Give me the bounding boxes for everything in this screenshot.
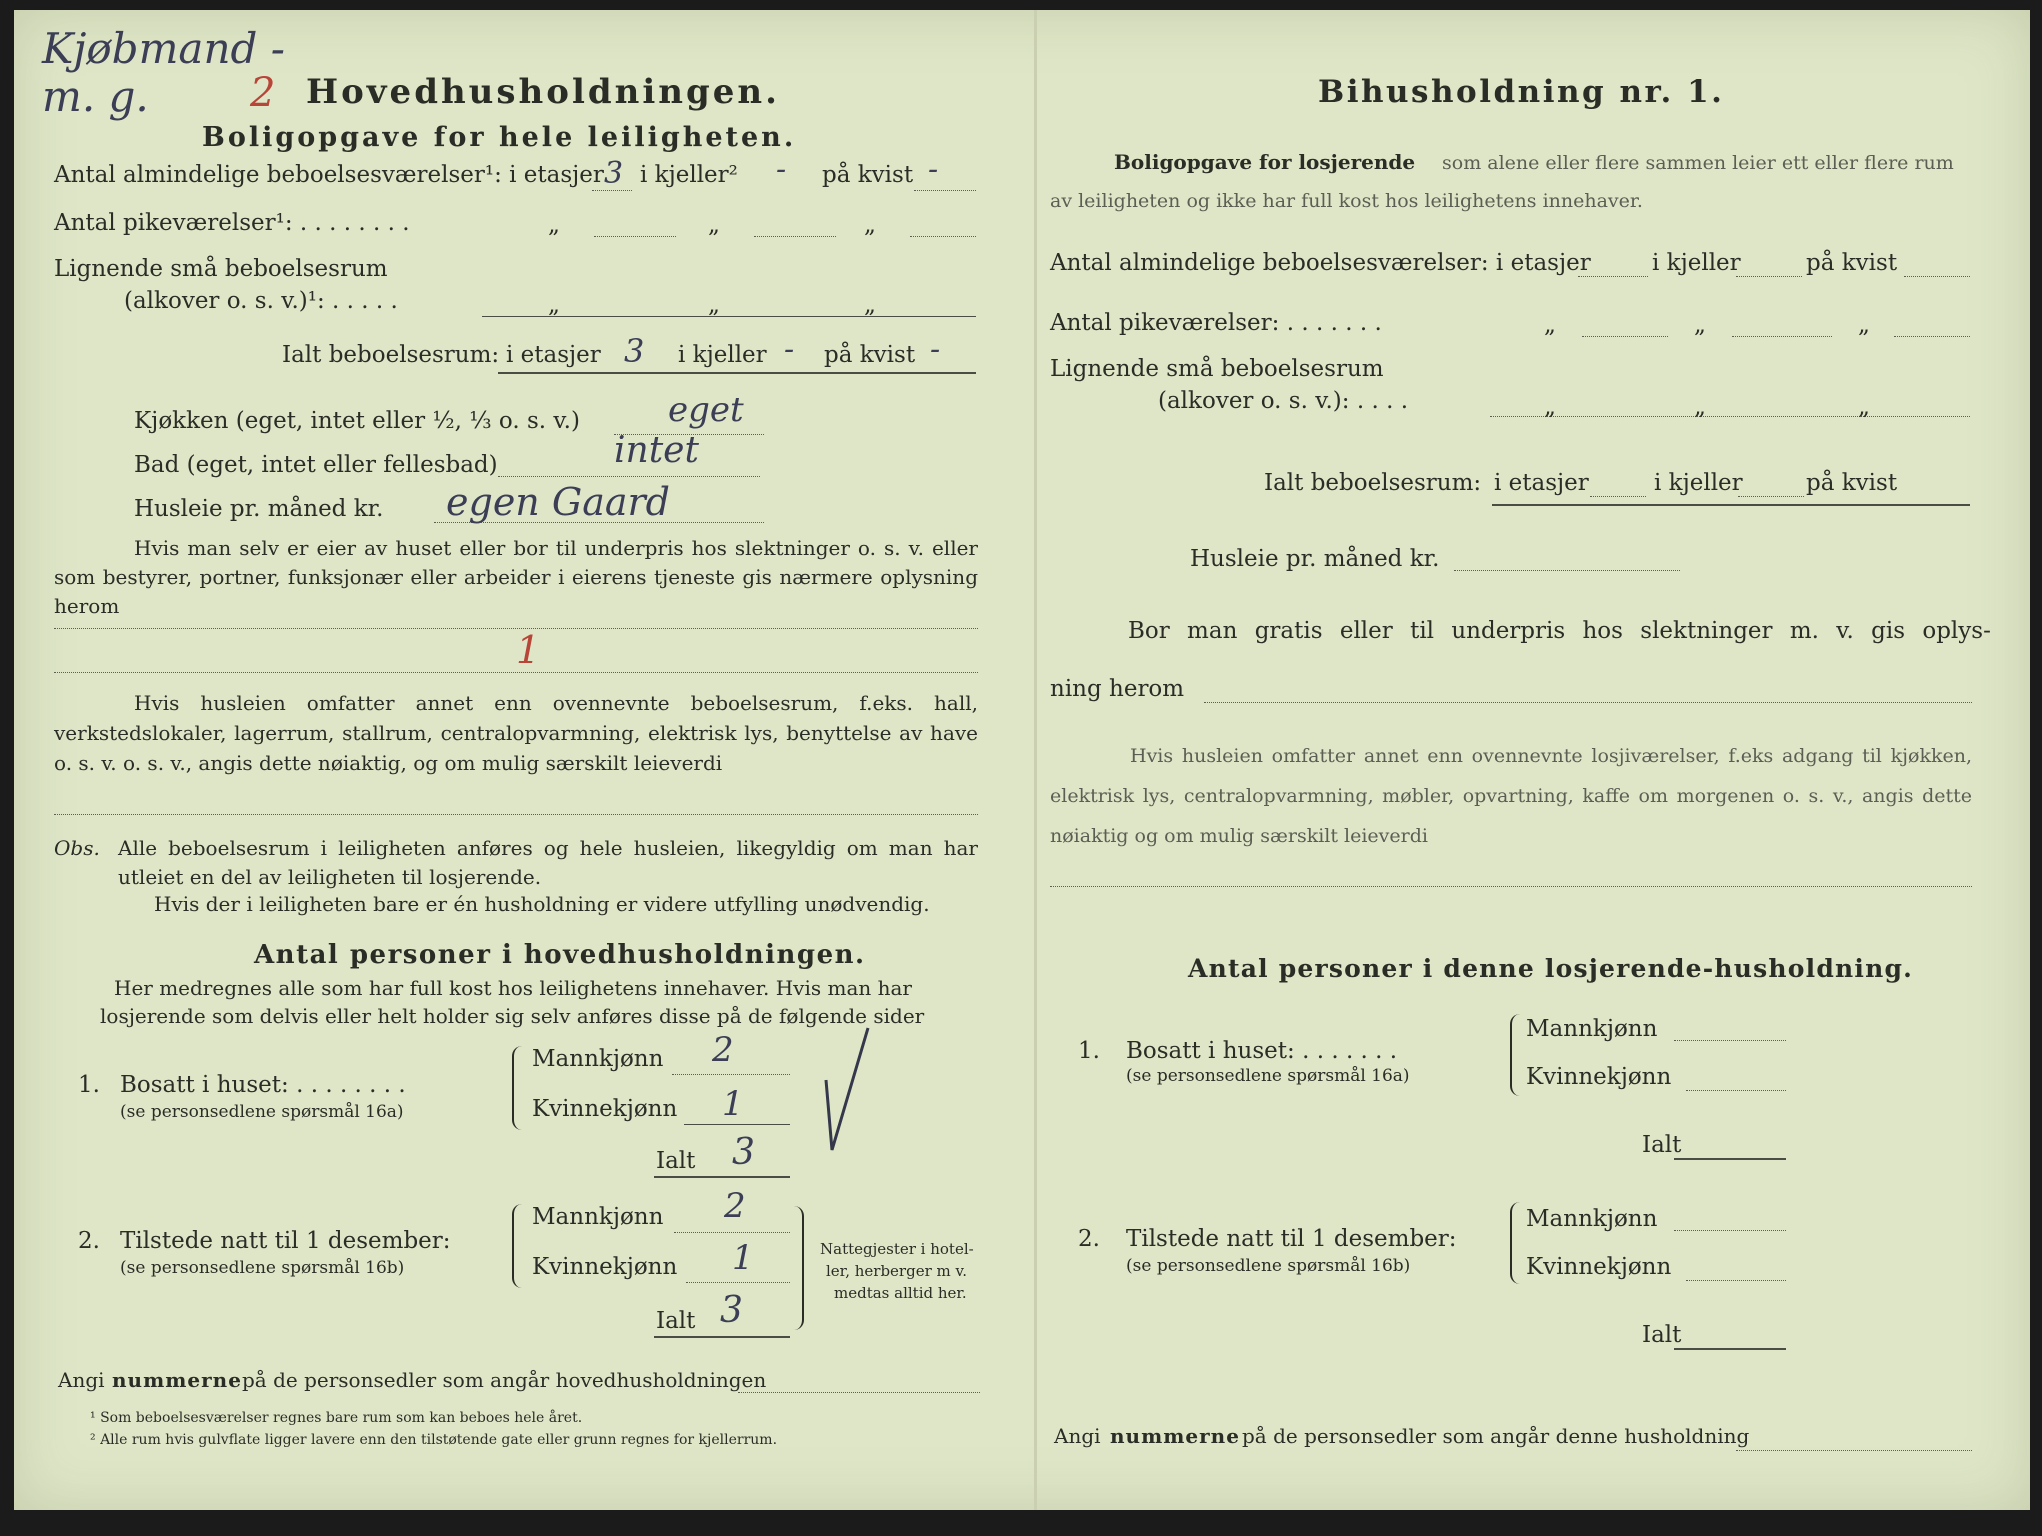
r-q1-male-line <box>1674 1040 1786 1041</box>
obs-text: Alle beboelsesrum i leiligheten anføres og hele husleien, likegyldig om man har utleiet en del av leiligheten til losjerende. <box>118 836 978 889</box>
total-rooms-kvist-label: på kvist <box>824 342 916 368</box>
r-q1-male-label: Mannkjønn <box>1526 1016 1658 1042</box>
bath-label: Bad (eget, intet eller fellesbad) <box>134 452 498 478</box>
q2-brace <box>512 1204 526 1288</box>
red-mark: 1 <box>516 628 541 672</box>
maid-rooms-line-1 <box>594 236 676 237</box>
total-rooms-kvist-value: - <box>930 332 941 367</box>
r-q1-label: Bosatt i huset: . . . . . . . <box>1126 1038 1398 1064</box>
page-fold <box>1034 10 1037 1510</box>
r-maid-ditto-3: „ <box>1858 312 1870 338</box>
q1-total-line <box>654 1176 790 1178</box>
kitchen-label: Kjøkken (eget, intet eller ½, ⅓ o. s. v.) <box>134 408 580 434</box>
r-q2-male-line <box>1674 1230 1786 1231</box>
q1-sub: (se personsedlene spørsmål 16a) <box>120 1102 404 1122</box>
small-rooms-ditto-1: „ <box>548 292 560 318</box>
total-rooms-etasjer-value: 3 <box>624 332 645 370</box>
ordinary-rooms-kjeller-value: - <box>776 152 787 187</box>
obs-label: Obs. <box>54 836 100 860</box>
lodgers-intro-c: av leiligheten og ikke har full kost hos leilighetens innehaver. <box>1050 190 1643 212</box>
r-small-ditto-3: „ <box>1858 394 1870 420</box>
persons-text-2: losjerende som delvis eller helt holder sig selv anføres disse på de følgende sider <box>100 1004 925 1028</box>
r-total-kvist-label: på kvist <box>1806 470 1898 496</box>
small-rooms-ditto-3: „ <box>864 292 876 318</box>
handwritten-occupation: Kjøbmand - <box>42 24 285 73</box>
persons-title: Antal personer i hovedhusholdningen. <box>254 940 866 970</box>
footnote-2: ² Alle rum hvis gulvflate ligger lavere enn den tilstøtende gate eller grunn regnes for kjellerrum. <box>90 1432 778 1448</box>
night-guests-line-3: medtas alltid her. <box>834 1284 967 1302</box>
small-rooms-label-b: (alkover o. s. v.)¹: . . . . . <box>124 288 398 314</box>
r-maid-line-1 <box>1582 336 1668 337</box>
total-rooms-etasjer-label: i etasjer <box>506 342 601 368</box>
r-maid-ditto-2: „ <box>1694 312 1706 338</box>
main-household-subtitle: Boligopgave for hele leiligheten. <box>202 122 797 153</box>
q1-brace <box>512 1046 526 1130</box>
lodgers-intro-b: som alene eller flere sammen leier ett eller flere rum <box>1442 152 1954 174</box>
q2-right-brace <box>788 1206 804 1330</box>
q1-female-line <box>684 1124 790 1125</box>
bath-line <box>498 476 760 477</box>
r-q1-female-label: Kvinnekjønn <box>1526 1064 1672 1090</box>
r-kjeller-label: i kjeller <box>1652 250 1741 276</box>
maid-rooms-line-3 <box>910 236 976 237</box>
obs-text-2: Hvis der i leiligheten bare er én husholdning er videre utfylling unødvendig. <box>154 892 930 916</box>
kitchen-value: eget <box>668 390 744 430</box>
numbers-line <box>738 1392 980 1393</box>
ordinary-rooms-label: Antal almindelige beboelsesværelser¹: i etasjer <box>54 162 604 188</box>
numbers-label-b: nummerne <box>112 1368 242 1392</box>
r-maid-ditto-1: „ <box>1544 312 1556 338</box>
r-kvist-line <box>1904 276 1970 277</box>
r-rent-includes-line <box>1050 886 1972 887</box>
r-total-kjeller-line <box>1738 496 1804 497</box>
r-q2-total-label: Ialt <box>1642 1322 1682 1348</box>
r-q1-brace <box>1510 1014 1524 1096</box>
rent-label: Husleie pr. måned kr. <box>134 496 384 522</box>
census-form-sheet <box>14 10 2030 1510</box>
r-q1-female-line <box>1686 1090 1786 1091</box>
rent-includes-text: Hvis husleien omfatter annet enn ovennevnte beboelsesrum, f.eks. hall, verkstedslokaler, lagerrum, stallrum, centralopvarmning, elektrisk lys, benyttelse av have o. s. v. o. s. v., angis dette nøiaktig, og om mulig særskilt leieverdi <box>54 691 978 775</box>
r-numbers-label-c: på de personsedler som angår denne husholdning <box>1242 1424 1750 1448</box>
rent-includes-line <box>54 814 978 815</box>
owner-info-text: Hvis man selv er eier av huset eller bor til underpris hos slektninger o. s. v. eller som bestyrer, portner, funksjonær eller arbeider i eierens tjeneste gis nærmere oplysning herom <box>54 536 978 618</box>
q2-female-value: 1 <box>732 1238 754 1278</box>
check-mark-icon <box>818 1020 878 1160</box>
handwritten-household-number: 2 <box>250 70 276 116</box>
r-q1-sub: (se personsedlene spørsmål 16a) <box>1126 1066 1410 1086</box>
q1-female-value: 1 <box>722 1084 744 1124</box>
q2-sub: (se personsedlene spørsmål 16b) <box>120 1258 405 1278</box>
r-kjeller-line <box>1736 276 1802 277</box>
r-total-rooms-line <box>1492 504 1970 506</box>
total-rooms-line <box>498 372 976 374</box>
r-ordinary-rooms-label: Antal almindelige beboelsesværelser: i etasjer <box>1050 250 1591 276</box>
q2-female-line <box>686 1282 790 1283</box>
sub-household-title: Bihusholdning nr. 1. <box>1318 74 1725 110</box>
main-household-title: Hovedhusholdningen. <box>306 72 780 112</box>
total-rooms-kjeller-value: - <box>784 332 795 367</box>
q2-total-label: Ialt <box>656 1308 696 1334</box>
r-numbers-label-a: Angi <box>1054 1424 1101 1448</box>
handwritten-address: m. g. <box>42 72 149 121</box>
r-small-rooms-line <box>1490 416 1970 417</box>
owner-info-line-2 <box>54 672 978 673</box>
r-q2-female-line <box>1686 1280 1786 1281</box>
q2-label: Tilstede natt til 1 desember: <box>120 1228 451 1254</box>
q1-total-value: 3 <box>732 1132 755 1173</box>
q1-male-value: 2 <box>712 1030 734 1070</box>
r-total-kjeller-label: i kjeller <box>1654 470 1743 496</box>
q1-number: 1. <box>78 1072 100 1098</box>
q1-male-label: Mannkjønn <box>532 1046 664 1072</box>
r-rent-includes-text: Hvis husleien omfatter annet enn ovennevnte losjiværelser, f.eks adgang til kjøkken, elektrisk lys, centralopvarmning, møbler, opvartning, kaffe om morgenen o. s. v., angis dette nøiaktig og om mulig særskilt leieverdi <box>1050 745 1972 847</box>
r-q2-total-line <box>1674 1348 1786 1350</box>
r-total-etasjer-line <box>1590 496 1646 497</box>
r-etasjer-line <box>1578 276 1648 277</box>
bath-value: intet <box>614 430 699 471</box>
maid-rooms-ditto-2: „ <box>708 212 720 238</box>
q1-total-label: Ialt <box>656 1148 696 1174</box>
r-free-text-b: ning herom <box>1050 676 1185 702</box>
q2-total-line <box>654 1336 790 1338</box>
night-guests-line-2: ler, herberger m v. <box>826 1262 967 1280</box>
r-small-rooms-label-a: Lignende små beboelsesrum <box>1050 356 1384 382</box>
numbers-label-a: Angi <box>58 1368 105 1392</box>
ordinary-rooms-etasjer-value: 3 <box>604 156 624 191</box>
ordinary-rooms-kjeller-label: i kjeller² <box>640 162 738 188</box>
r-numbers-line <box>1736 1450 1972 1451</box>
q1-male-line <box>672 1074 790 1075</box>
maid-rooms-label: Antal pikeværelser¹: . . . . . . . . <box>54 210 410 236</box>
r-small-ditto-1: „ <box>1544 394 1556 420</box>
total-rooms-label: Ialt beboelsesrum: <box>282 342 500 368</box>
r-q1-total-label: Ialt <box>1642 1132 1682 1158</box>
night-guests-line-1: Nattegjester i hotel- <box>820 1240 974 1258</box>
lodgers-intro-a: Boligopgave for losjerende <box>1114 150 1416 174</box>
persons-text-1: Her medregnes alle som har full kost hos leilighetens innehaver. Hvis man har <box>114 976 912 1000</box>
r-small-rooms-label-b: (alkover o. s. v.): . . . . <box>1158 388 1409 414</box>
small-rooms-ditto-2: „ <box>708 292 720 318</box>
rent-value: egen Gaard <box>446 480 671 524</box>
r-q2-brace <box>1510 1202 1524 1284</box>
maid-rooms-ditto-3: „ <box>864 212 876 238</box>
q2-male-label: Mannkjønn <box>532 1204 664 1230</box>
r-q2-number: 2. <box>1078 1226 1100 1252</box>
r-q1-number: 1. <box>1078 1038 1100 1064</box>
r-free-line <box>1204 702 1972 703</box>
r-total-etasjer-label: i etasjer <box>1494 470 1589 496</box>
r-kvist-label: på kvist <box>1806 250 1898 276</box>
ordinary-rooms-kvist-value: - <box>928 152 939 187</box>
r-q2-female-label: Kvinnekjønn <box>1526 1254 1672 1280</box>
q2-number: 2. <box>78 1228 100 1254</box>
r-rent-label: Husleie pr. måned kr. <box>1190 546 1440 572</box>
q2-total-value: 3 <box>720 1290 743 1331</box>
r-maid-line-2 <box>1732 336 1832 337</box>
r-persons-title: Antal personer i denne losjerende-husholdning. <box>1188 954 1914 983</box>
r-small-ditto-2: „ <box>1694 394 1706 420</box>
r-numbers-label-b: nummerne <box>1110 1424 1240 1448</box>
r-q1-total-line <box>1674 1158 1786 1160</box>
q2-male-line <box>674 1232 790 1233</box>
r-q2-sub: (se personsedlene spørsmål 16b) <box>1126 1256 1411 1276</box>
r-total-rooms-label: Ialt beboelsesrum: <box>1264 470 1482 496</box>
r-rent-line <box>1454 570 1680 571</box>
r-maid-rooms-label: Antal pikeværelser: . . . . . . . <box>1050 310 1382 336</box>
r-q2-male-label: Mannkjønn <box>1526 1206 1658 1232</box>
r-free-text-a: Bor man gratis eller til underpris hos slektninger m. v. gis oplys- <box>1128 618 1991 644</box>
q2-male-value: 2 <box>724 1186 746 1226</box>
maid-rooms-line-2 <box>754 236 836 237</box>
q1-label: Bosatt i huset: . . . . . . . . <box>120 1072 406 1098</box>
small-rooms-label-a: Lignende små beboelsesrum <box>54 256 388 282</box>
numbers-label-c: på de personsedler som angår hovedhusholdningen <box>242 1368 767 1392</box>
footnote-1: ¹ Som beboelsesværelser regnes bare rum som kan beboes hele året. <box>90 1410 583 1426</box>
r-q2-label: Tilstede natt til 1 desember: <box>1126 1226 1457 1252</box>
q1-female-label: Kvinnekjønn <box>532 1096 678 1122</box>
ordinary-rooms-kvist-line <box>914 190 976 191</box>
maid-rooms-ditto-1: „ <box>548 212 560 238</box>
q2-female-label: Kvinnekjønn <box>532 1254 678 1280</box>
total-rooms-kjeller-label: i kjeller <box>678 342 767 368</box>
ordinary-rooms-kvist-label: på kvist <box>822 162 914 188</box>
r-maid-line-3 <box>1894 336 1970 337</box>
